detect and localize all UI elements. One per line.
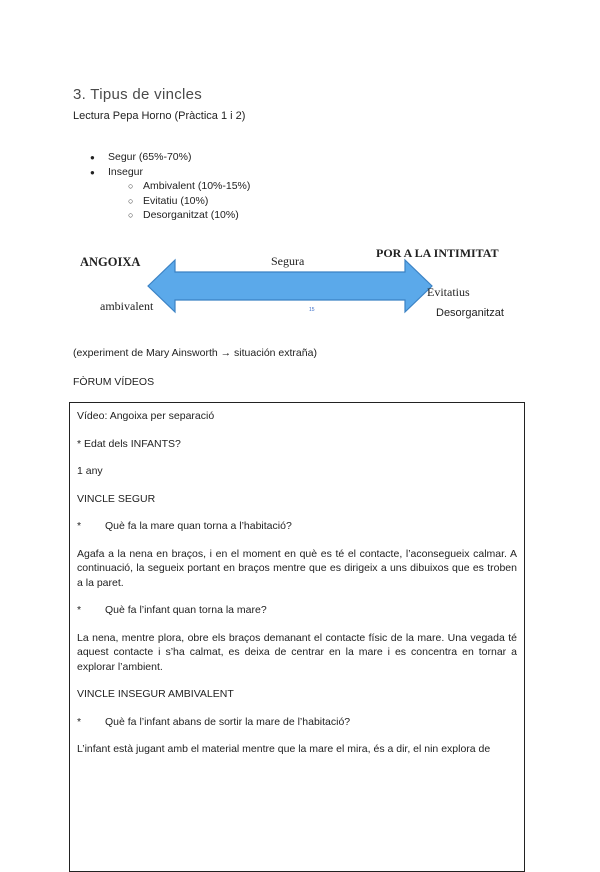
- question-age: * Edat dels INFANTS?: [77, 437, 181, 450]
- attachment-types-list: [73, 150, 250, 223]
- question-child-reaction: [77, 603, 517, 618]
- question-text: Què fa l’infant quan torna la mare?: [105, 604, 267, 616]
- answer-mother-returns: Agafa a la nena en braços, i en el moment en què es té el contacte, l’aconsegueix calmar. A continuació, la segueix portant en braços mentre que es dirigeix a uns dibuixos que es troben a la paret.: [77, 547, 517, 589]
- sublist-item-ambivalent: ○ Ambivalent (10%-15%): [73, 179, 250, 194]
- list-item-insecure: ● Insegur: [73, 165, 250, 180]
- sublist-item-disorganized: ○ Desorganitzat (10%): [73, 208, 250, 223]
- list-item-secure: ● Segur (65%-70%): [73, 150, 250, 165]
- bullet-star: *: [77, 604, 82, 616]
- sublist-item-avoidant: ○ Evitatiu (10%): [73, 194, 250, 209]
- diagram-label-secure: Segura: [271, 254, 305, 268]
- answer-before-leaving: L’infant està jugant amb el material mentre que la mare el mira, és a dir, el nin explora de: [77, 743, 491, 755]
- forum-video-box: [69, 402, 525, 872]
- bullet-star: *: [77, 520, 82, 532]
- section-insecure-ambivalent: VINCLE INSEGUR AMBIVALENT: [77, 688, 234, 700]
- question-text: Què fa la mare quan torna a l’habitació?: [105, 520, 292, 532]
- question-mother-returns: [77, 519, 517, 534]
- answer-child-reaction: La nena, mentre plora, obre els braços demanant el contacte físic de la mare. Una vegada té aquest contacte i s’ha calmat, es deixa de centrar en la mare i es concentra en tornar a explorar l’ambient.: [77, 631, 517, 673]
- diagram-label-disorganized: Desorganitzat: [436, 307, 504, 319]
- section-secure: VINCLE SEGUR: [77, 492, 156, 505]
- bullet-star: *: [77, 715, 82, 728]
- question-before-leaving: [77, 715, 517, 730]
- question-text: Què fa l’infant abans de sortir la mare de l’habitació?: [105, 715, 351, 728]
- forum-title: FÒRUM VÍDEOS: [73, 376, 155, 388]
- diagram-page-mark: 15: [309, 307, 315, 313]
- diagram-label-anxiety: ANGOIXA: [80, 255, 141, 269]
- diagram-label-fear-intimacy: POR A LA INTIMITAT: [376, 246, 499, 260]
- experiment-note: (experiment de Mary Ainsworth → situación extraña): [73, 347, 317, 359]
- video-title: Vídeo: Angoixa per separació: [77, 410, 215, 422]
- diagram-label-ambivalent: ambivalent: [100, 299, 154, 313]
- diagram-label-avoidant: Evitatius: [427, 285, 470, 299]
- subtitle: Lectura Pepa Horno (Pràctica 1 i 2): [73, 110, 246, 122]
- answer-age: 1 any: [77, 465, 103, 477]
- section-heading: 3. Tipus de vincles: [73, 86, 203, 103]
